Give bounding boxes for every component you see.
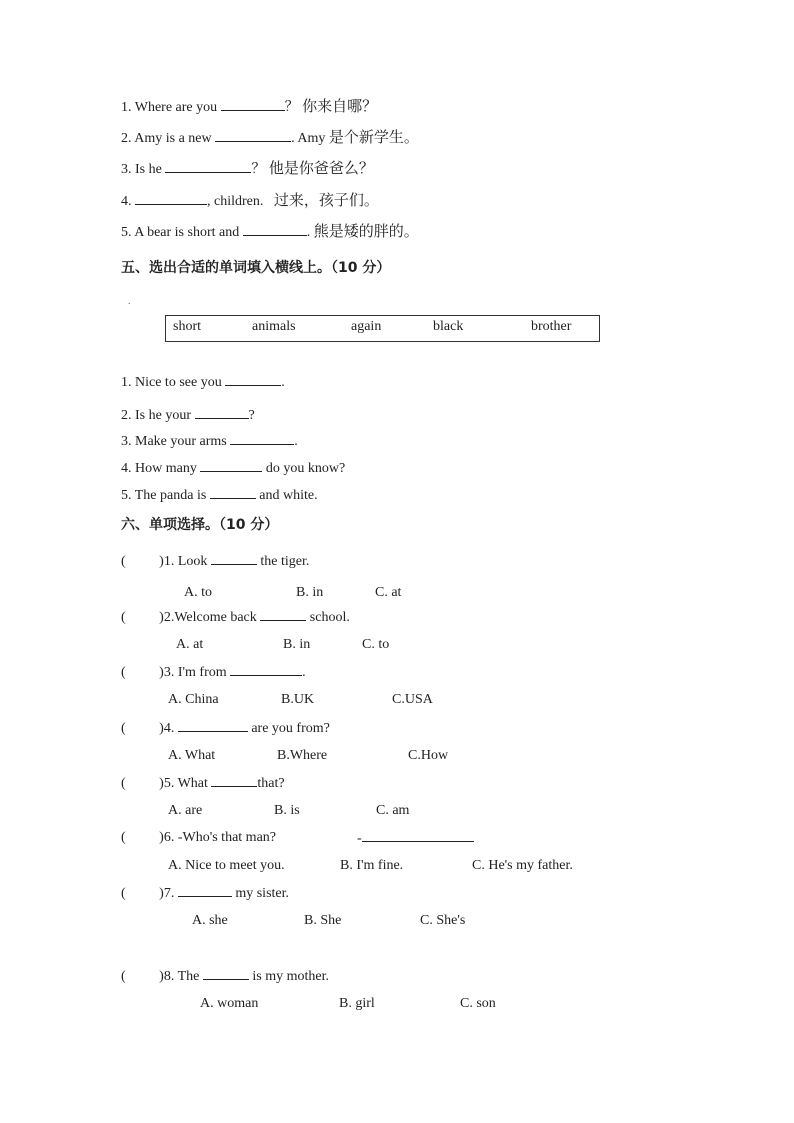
sentence-text: 5. A bear is short and (121, 225, 240, 240)
word-bank-item: brother (531, 319, 572, 334)
question-5: ( )5. What that? (121, 776, 285, 791)
sentence-text: 3. Is he (121, 162, 162, 177)
answer-blank[interactable] (221, 98, 285, 111)
answer-blank[interactable] (178, 884, 232, 897)
answer-paren[interactable]: ( (121, 886, 126, 901)
question-1: ( )1. Look the tiger. (121, 554, 310, 569)
question-4: ( )4. are you from? (121, 721, 330, 736)
option-b[interactable]: B. in (296, 585, 324, 600)
answer-blank[interactable] (230, 432, 294, 445)
fill-item-3: 3. Make your arms . (121, 434, 298, 449)
answer-paren[interactable]: ( (121, 969, 126, 984)
answer-blank[interactable] (230, 663, 302, 676)
chinese-translation: 过来，孩子们。 (273, 193, 379, 209)
sentence-4: 4. , children. 过来，孩子们。 (121, 193, 379, 209)
fill-item-5: 5. The panda is and white. (121, 488, 318, 503)
answer-blank[interactable] (195, 406, 249, 419)
fill-item-2: 2. Is he your ? (121, 408, 255, 423)
word-bank-item: again (351, 319, 382, 334)
chinese-translation: 是个新学生。 (328, 130, 419, 146)
sentence-5: 5. A bear is short and . 熊是矮的胖的。 (121, 224, 419, 240)
answer-blank[interactable] (215, 129, 291, 142)
option-c[interactable]: C.How (408, 748, 449, 763)
option-c[interactable]: C.USA (392, 692, 433, 707)
option-a[interactable]: A. woman (200, 996, 259, 1011)
word-bank-item: black (433, 319, 464, 334)
section-6-heading: 六、单项选择。（10 分） (121, 517, 279, 533)
option-a[interactable]: A. Nice to meet you. (168, 858, 285, 873)
question-7: ( )7. my sister. (121, 886, 290, 901)
option-c[interactable]: C. She's (420, 913, 466, 928)
option-b[interactable]: B.UK (281, 692, 315, 707)
word-bank (165, 315, 600, 342)
section-5-heading: 五、选出合适的单词填入横线上。（10 分） (121, 260, 391, 276)
question-3: ( )3. I'm from . (121, 665, 306, 680)
word-bank-item: short (173, 319, 201, 334)
answer-blank[interactable] (178, 719, 248, 732)
question-6: ( )6. -Who's that man? (121, 830, 276, 845)
option-c[interactable]: C. He's my father. (472, 858, 573, 873)
question-8: ( )8. The is my mother. (121, 969, 329, 984)
option-b[interactable]: B. in (283, 637, 311, 652)
answer-blank[interactable] (260, 608, 306, 621)
answer-blank[interactable] (362, 829, 474, 842)
answer-paren[interactable]: ( (121, 610, 126, 625)
option-b[interactable]: B. girl (339, 996, 375, 1011)
option-a[interactable]: A. at (176, 637, 204, 652)
fill-item-1: 1. Nice to see you . (121, 375, 285, 390)
answer-blank[interactable] (210, 486, 256, 499)
answer-blank[interactable] (211, 774, 257, 787)
word-bank-item: animals (252, 319, 296, 334)
sentence-1: 1. Where are you ？ 你来自哪？ (121, 99, 378, 115)
answer-blank[interactable] (211, 552, 257, 565)
answer-blank[interactable] (135, 192, 207, 205)
answer-blank[interactable] (200, 459, 262, 472)
option-b[interactable]: B. I'm fine. (340, 858, 404, 873)
answer-paren[interactable]: ( (121, 776, 126, 791)
sentence-text: 1. Where are you (121, 100, 218, 115)
option-b[interactable]: B. She (304, 913, 342, 928)
answer-blank[interactable] (225, 373, 281, 386)
chinese-translation: 你来自哪？ (302, 99, 378, 115)
sentence-3: 3. Is he ？ 他是你爸爸么？ (121, 161, 374, 177)
option-a[interactable]: A. What (168, 748, 216, 763)
stray-dot: . (128, 296, 131, 307)
option-c[interactable]: C. son (460, 996, 496, 1011)
question-2: ( )2.Welcome back school. (121, 610, 350, 625)
option-c[interactable]: C. at (375, 585, 402, 600)
answer-paren[interactable]: ( (121, 665, 126, 680)
fill-item-4: 4. How many do you know? (121, 461, 346, 476)
answer-blank[interactable] (165, 160, 251, 173)
question-6-response: - (357, 829, 474, 848)
chinese-translation: 他是你爸爸么？ (268, 161, 374, 177)
option-a[interactable]: A. she (192, 913, 228, 928)
option-a[interactable]: A. China (168, 692, 219, 707)
answer-paren[interactable]: ( (121, 830, 126, 845)
answer-paren[interactable]: ( (121, 554, 126, 569)
answer-blank[interactable] (203, 967, 249, 980)
chinese-translation: 熊是矮的胖的。 (313, 224, 419, 240)
answer-blank[interactable] (243, 223, 307, 236)
option-a[interactable]: A. are (168, 803, 203, 818)
sentence-text: 2. Amy is a new (121, 131, 212, 146)
answer-paren[interactable]: ( (121, 721, 126, 736)
sentence-2: 2. Amy is a new . Amy 是个新学生。 (121, 130, 419, 146)
option-c[interactable]: C. am (376, 803, 410, 818)
option-b[interactable]: B.Where (277, 748, 328, 763)
sentence-text: 4. (121, 194, 132, 209)
option-c[interactable]: C. to (362, 637, 390, 652)
option-a[interactable]: A. to (184, 585, 212, 600)
option-b[interactable]: B. is (274, 803, 300, 818)
